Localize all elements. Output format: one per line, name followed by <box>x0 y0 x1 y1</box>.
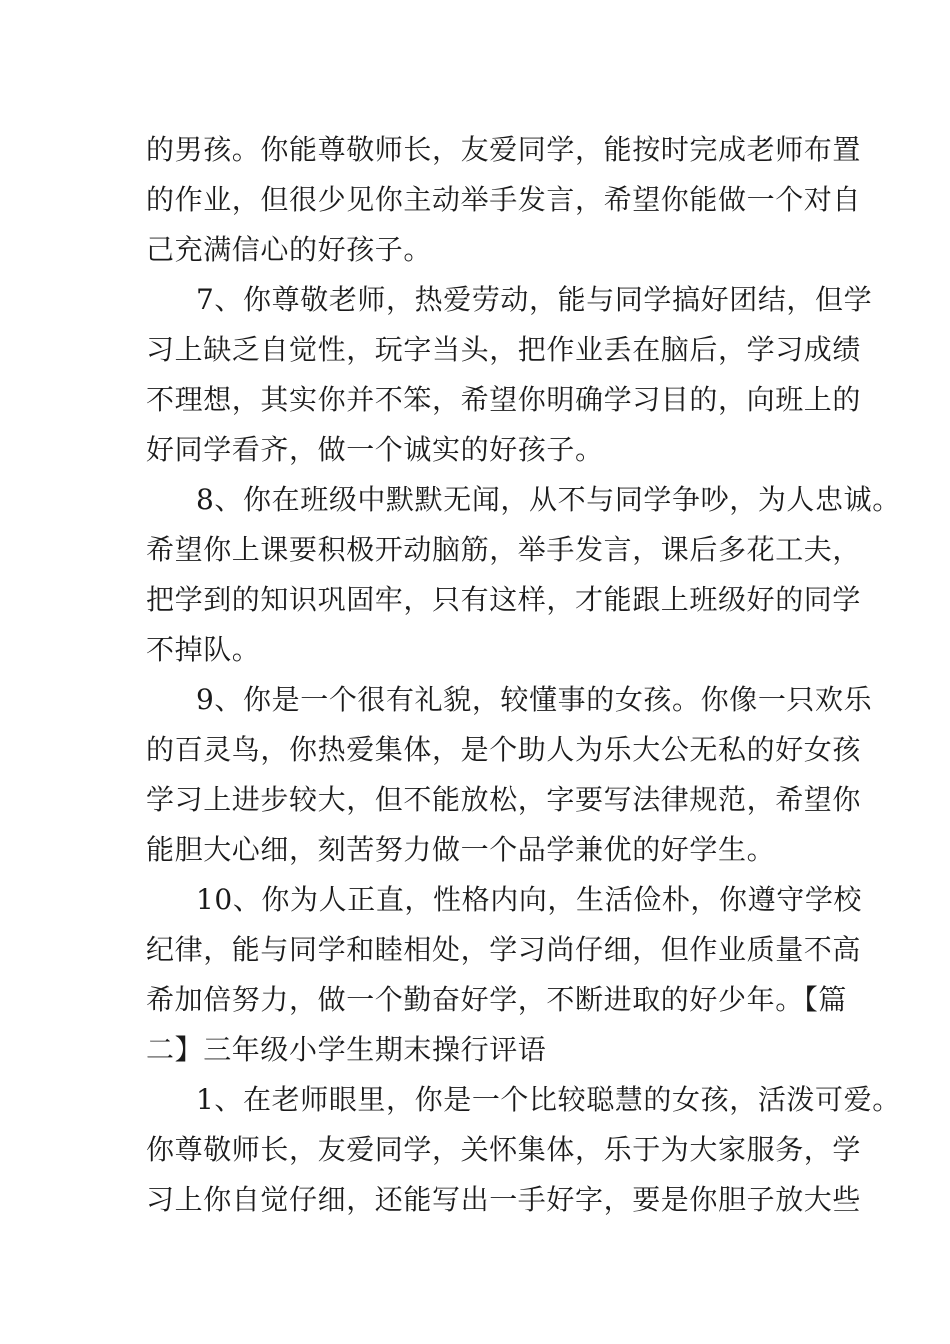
text-line: 的作业，但很少见你主动举手发言，希望你能做一个对自 <box>146 183 862 216</box>
text-line: 己充满信心的好孩子。 <box>146 233 433 266</box>
text-line: 习上缺乏自觉性，玩字当头，把作业丢在脑后，学习成绩 <box>146 333 862 366</box>
text-line: 希望你上课要积极开动脑筋，举手发言，课后多花工夫， <box>146 533 862 566</box>
paragraph-start-line: 9、你是一个很有礼貌，较懂事的女孩。你像一只欢乐 <box>196 683 873 716</box>
text-line: 不理想，其实你并不笨，希望你明确学习目的，向班上的 <box>146 383 862 416</box>
paragraph-start-line: 10、你为人正直，性格内向，生活俭朴，你遵守学校 <box>196 883 863 916</box>
text-line: 的百灵鸟，你热爱集体，是个助人为乐大公无私的好女孩 <box>146 733 862 766</box>
paragraph-start-line: 1、在老师眼里，你是一个比较聪慧的女孩，活泼可爱。 <box>196 1083 901 1116</box>
text-line: 不掉队。 <box>146 633 261 666</box>
section-heading-line: 二】三年级小学生期末操行评语 <box>146 1033 547 1066</box>
text-line: 希加倍努力，做一个勤奋好学，不断进取的好少年。【篇 <box>146 983 848 1016</box>
text-line: 的男孩。你能尊敬师长，友爱同学，能按时完成老师布置 <box>146 133 862 166</box>
text-line: 纪律，能与同学和睦相处，学习尚仔细，但作业质量不高 <box>146 933 862 966</box>
text-line: 好同学看齐，做一个诚实的好孩子。 <box>146 433 604 466</box>
text-line: 学习上进步较大，但不能放松，字要写法律规范，希望你 <box>146 783 862 816</box>
text-line: 你尊敬师长，友爱同学，关怀集体，乐于为大家服务，学 <box>146 1133 862 1166</box>
text-line: 把学到的知识巩固牢，只有这样，才能跟上班级好的同学 <box>146 583 862 616</box>
text-line: 习上你自觉仔细，还能写出一手好字，要是你胆子放大些 <box>146 1183 862 1216</box>
paragraph-start-line: 7、你尊敬老师，热爱劳动，能与同学搞好团结，但学 <box>196 283 873 316</box>
text-line: 能胆大心细，刻苦努力做一个品学兼优的好学生。 <box>146 833 776 866</box>
paragraph-start-line: 8、你在班级中默默无闻，从不与同学争吵，为人忠诚。 <box>196 483 901 516</box>
